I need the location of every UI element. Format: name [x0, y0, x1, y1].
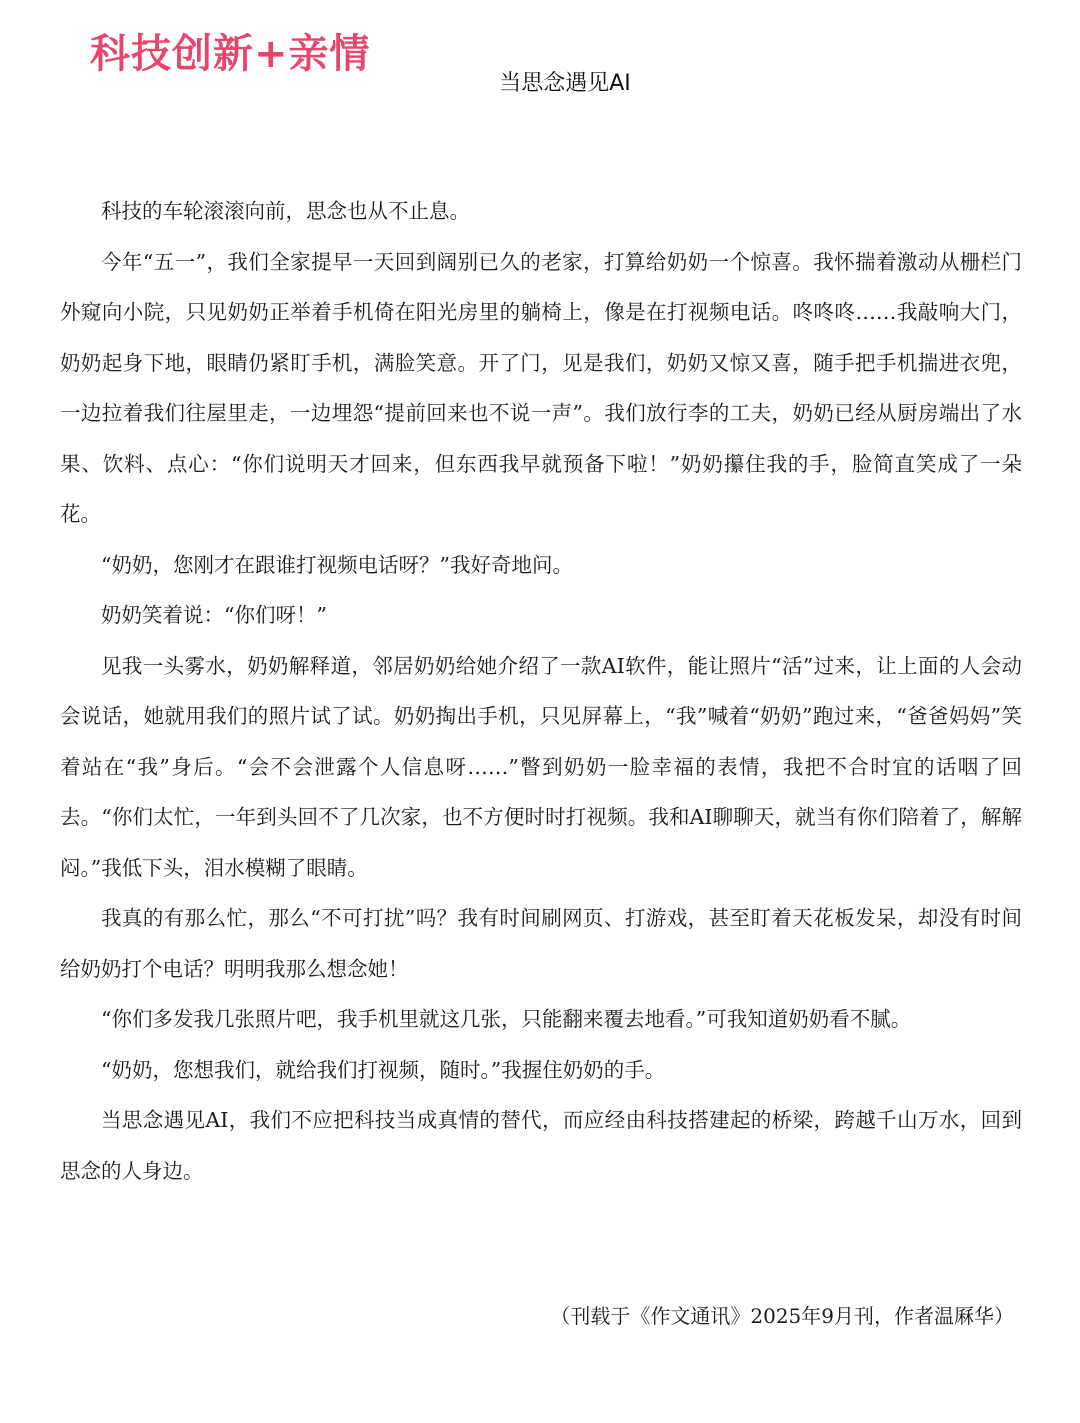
paragraph-6: 我真的有那么忙，那么“不可打扰”吗？我有时间刷网页、打游戏，甚至盯着天花板发呆，却没有时间给奶奶打个电话？明明我那么想念她！ — [60, 906, 1022, 981]
article-body — [60, 186, 1022, 1196]
paragraph-7: “你们多发我几张照片吧，我手机里就这几张，只能翻来覆去地看。”可我知道奶奶看不腻。 — [101, 1007, 912, 1031]
paragraph-2: 今年“五一”，我们全家提早一天回到阔别已久的老家，打算给奶奶一个惊喜。我怀揣着激动从栅栏门外窥向小院，只见奶奶正举着手机倚在阳光房里的躺椅上，像是在打视频电话。咚咚咚……我敲响大门，奶奶起身下地，眼睛仍紧盯手机，满脸笑意。开了门，见是我们，奶奶又惊又喜，随手把手机揣进衣兜，一边拉着我们往屋里走，一边埋怨“提前回来也不说一声”。我们放行李的工夫，奶奶已经从厨房端出了水果、饮料、点心：“你们说明天才回来，但东西我早就预备下啦！”奶奶攥住我的手，脸简直笑成了一朵花。 — [60, 249, 1022, 526]
paragraph-9: 当思念遇见AI，我们不应把科技当成真情的替代，而应经由科技搭建起的桥梁，跨越千山万水，回到思念的人身边。 — [60, 1108, 1022, 1183]
paragraph-1: 科技的车轮滚滚向前，思念也从不止息。 — [101, 199, 470, 223]
paragraph-8: “奶奶，您想我们，就给我们打视频，随时。”我握住奶奶的手。 — [101, 1057, 666, 1082]
source-citation: （刊载于《作文通讯》2025年9月刊，作者温厤华） — [550, 1304, 1014, 1328]
paragraph-4: 奶奶笑着说：“你们呀！” — [101, 603, 327, 627]
topic-tag: 科技创新+亲情 — [90, 31, 371, 77]
article-title: 当思念遇见AI — [499, 71, 631, 96]
paragraph-5: 见我一头雾水，奶奶解释道，邻居奶奶给她介绍了一款AI软件，能让照片“活”过来，让上面的人会动会说话，她就用我们的照片试了试。奶奶掏出手机，只见屏幕上，“我”喊着“奶奶”跑过来，“爸爸妈妈”笑着站在“我”身后。“会不会泄露个人信息呀……”瞥到奶奶一脸幸福的表情，我把不合时宜的话咽了回去。“你们太忙，一年到头回不了几次家，也不方便时时打视频。我和AI聊聊天，就当有你们陪着了，解解闷。”我低下头，泪水模糊了眼睛。 — [60, 653, 1022, 880]
paragraph-3: “奶奶，您刚才在跟谁打视频电话呀？”我好奇地问。 — [101, 552, 573, 577]
